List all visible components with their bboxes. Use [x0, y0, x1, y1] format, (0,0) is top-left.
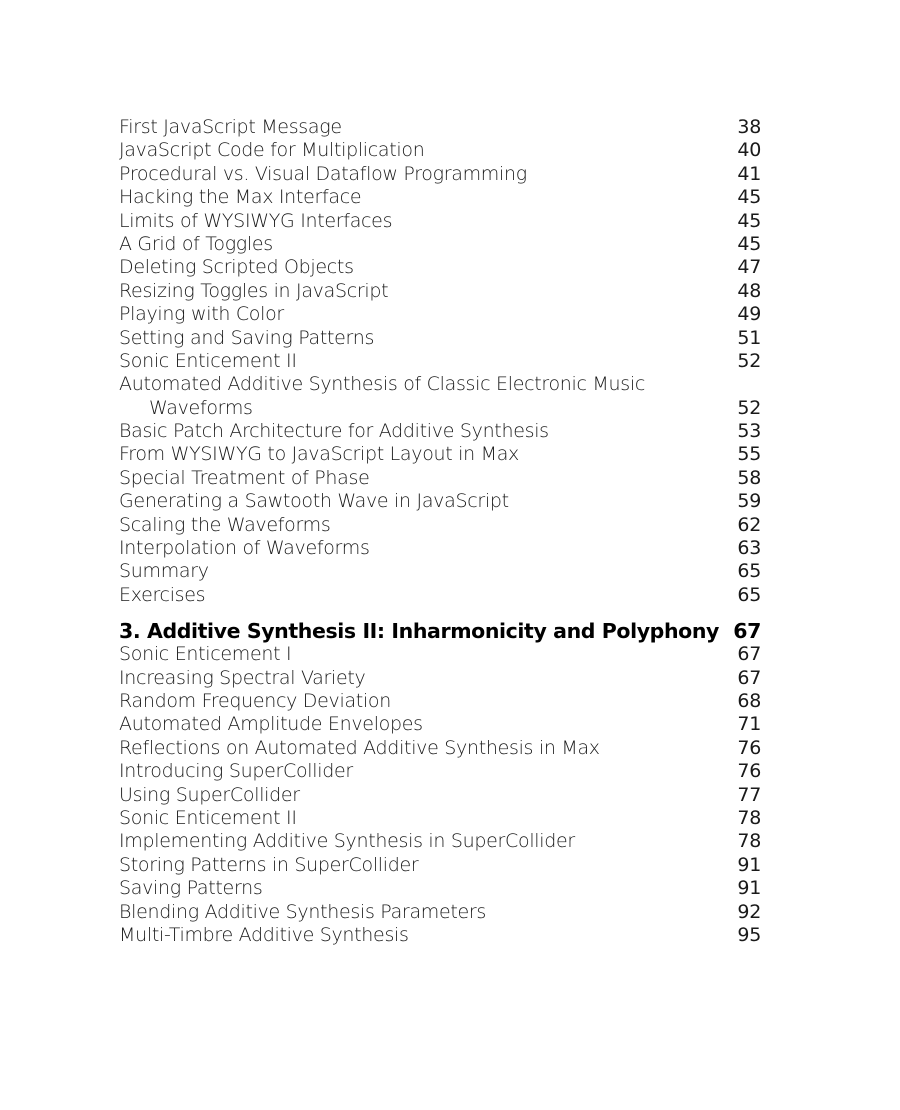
- toc-entry-title: Limits of WYSIWYG Interfaces: [119, 209, 393, 232]
- toc-entry-page: 65: [737, 583, 761, 606]
- toc-entry-title: Multi-Timbre Additive Synthesis: [119, 923, 409, 946]
- toc-entry: [119, 584, 761, 607]
- toc-entry-title: Automated Additive Synthesis of Classic Electronic Music Waveforms: [119, 373, 645, 419]
- toc-entry-page: 51: [737, 326, 761, 349]
- toc-entry: [119, 643, 761, 666]
- toc-entry: [119, 139, 761, 162]
- toc-entry: [119, 233, 761, 256]
- toc-entry: [119, 256, 761, 279]
- toc-entry-wrapped: [119, 373, 761, 420]
- toc-entry-page: 55: [737, 443, 761, 466]
- toc-entry: [119, 877, 761, 900]
- chapter-title: 3. Additive Synthesis II: Inharmonicity and Polyphony: [119, 619, 719, 644]
- toc-entry-title: Resizing Toggles in JavaScript: [119, 279, 389, 302]
- toc-entry-title: A Grid of Toggles: [119, 232, 273, 255]
- toc-entry: [119, 280, 761, 303]
- toc-entry-page: 67: [737, 666, 761, 689]
- toc-entry: [119, 690, 761, 713]
- toc-entry-title: Sonic Enticement II: [119, 349, 297, 372]
- toc-entry-title: Interpolation of Waveforms: [119, 537, 370, 560]
- toc-entry-title: Hacking the Max Interface: [119, 186, 362, 209]
- toc-entry-title: Implementing Additive Synthesis in SuperCollider: [119, 830, 575, 853]
- toc-entry: [119, 350, 761, 373]
- toc-entry-title: JavaScript Code for Multiplication: [119, 139, 425, 162]
- toc-entry-title: Generating a Sawtooth Wave in JavaScript: [119, 490, 509, 513]
- toc-entry: [119, 667, 761, 690]
- toc-entry-title: Summary: [119, 560, 209, 583]
- toc-entry-page: 58: [737, 466, 761, 489]
- toc-entry-title: Increasing Spectral Variety: [119, 666, 366, 689]
- toc-entry: [119, 807, 761, 830]
- toc-entry-title: Scaling the Waveforms: [119, 513, 331, 536]
- toc-entry-page: 91: [737, 853, 761, 876]
- toc-entry-page: 45: [737, 209, 761, 232]
- toc-entry-page: 76: [737, 760, 761, 783]
- toc-entry: [119, 830, 761, 853]
- toc-entry-title: First JavaScript Message: [119, 116, 342, 138]
- toc-entry: [119, 210, 761, 233]
- toc-entry-title: Sonic Enticement I: [119, 643, 292, 666]
- toc-entry-title: Using SuperCollider: [119, 783, 300, 806]
- toc-entry-page: 77: [737, 783, 761, 806]
- toc-entry-page: 52: [737, 349, 761, 372]
- toc-entry-page: 41: [737, 162, 761, 185]
- toc-entry-page: 40: [737, 139, 761, 162]
- toc-entry: [119, 537, 761, 560]
- toc-entry-title: Reflections on Automated Additive Synthesis in Max: [119, 736, 600, 759]
- toc-entry-title: Deleting Scripted Objects: [119, 256, 354, 279]
- toc-entry-title: From WYSIWYG to JavaScript Layout in Max: [119, 443, 519, 466]
- toc-entry-page: 78: [737, 806, 761, 829]
- toc-entry: [119, 737, 761, 760]
- toc-entry: [119, 467, 761, 490]
- toc-entry-title: Automated Amplitude Envelopes: [119, 713, 423, 736]
- toc-entry: [119, 924, 761, 947]
- toc-entry: [119, 443, 761, 466]
- toc-entry: [119, 420, 761, 443]
- toc-entry-page: 53: [737, 420, 761, 443]
- toc-entry-page: 78: [737, 830, 761, 853]
- chapter-page: 67: [733, 619, 761, 644]
- toc-entry-title: Setting and Saving Patterns: [119, 326, 375, 349]
- toc-entry-page: 68: [737, 690, 761, 712]
- toc-entry-page: 45: [737, 232, 761, 255]
- toc-entry-title: Sonic Enticement II: [119, 806, 297, 829]
- toc-entry-title: Random Frequency Deviation: [119, 690, 391, 712]
- toc-entry: [119, 303, 761, 326]
- toc-entry-page: 76: [737, 736, 761, 759]
- toc-entry-page: 62: [737, 513, 761, 536]
- toc-entry-page: 47: [737, 256, 761, 279]
- toc-entry: [119, 784, 761, 807]
- toc-entry: [119, 760, 761, 783]
- toc-entry-page: 95: [737, 923, 761, 946]
- toc-entry-title: Blending Additive Synthesis Parameters: [119, 900, 487, 923]
- table-of-contents: [119, 116, 761, 947]
- toc-entry: [119, 163, 761, 186]
- toc-entry-page: 59: [737, 490, 761, 513]
- toc-entry-page: 92: [737, 900, 761, 923]
- toc-entry-page: 91: [737, 877, 761, 900]
- toc-entry: [119, 490, 761, 513]
- toc-entry-title: Storing Patterns in SuperCollider: [119, 853, 419, 876]
- toc-entry: [119, 560, 761, 583]
- toc-entry-page: 71: [737, 713, 761, 736]
- toc-entry-page: 67: [737, 643, 761, 666]
- toc-entry: [119, 854, 761, 877]
- toc-entry: [119, 327, 761, 350]
- toc-entry-title: Introducing SuperCollider: [119, 760, 353, 783]
- toc-entry-title: Playing with Color: [119, 303, 284, 326]
- toc-entry-title: Saving Patterns: [119, 877, 263, 900]
- toc-entry-title: Exercises: [119, 583, 206, 606]
- toc-entry-title: Procedural vs. Visual Dataflow Programming: [119, 162, 527, 185]
- toc-entry-page: 49: [737, 303, 761, 326]
- toc-entry: [119, 713, 761, 736]
- toc-entry-page: 38: [737, 116, 761, 138]
- toc-entry-title: Special Treatment of Phase: [119, 466, 370, 489]
- chapter-heading: [119, 619, 761, 643]
- toc-entry: [119, 116, 761, 139]
- toc-entry-page: 63: [737, 537, 761, 560]
- toc-entry: [119, 514, 761, 537]
- toc-entry: [119, 186, 761, 209]
- toc-entry: [119, 901, 761, 924]
- toc-entry-title: Basic Patch Architecture for Additive Synthesis: [119, 420, 549, 443]
- toc-entry-page: 52: [737, 396, 761, 419]
- toc-entry-page: 45: [737, 186, 761, 209]
- toc-entry-page: 65: [737, 560, 761, 583]
- toc-entry-page: 48: [737, 279, 761, 302]
